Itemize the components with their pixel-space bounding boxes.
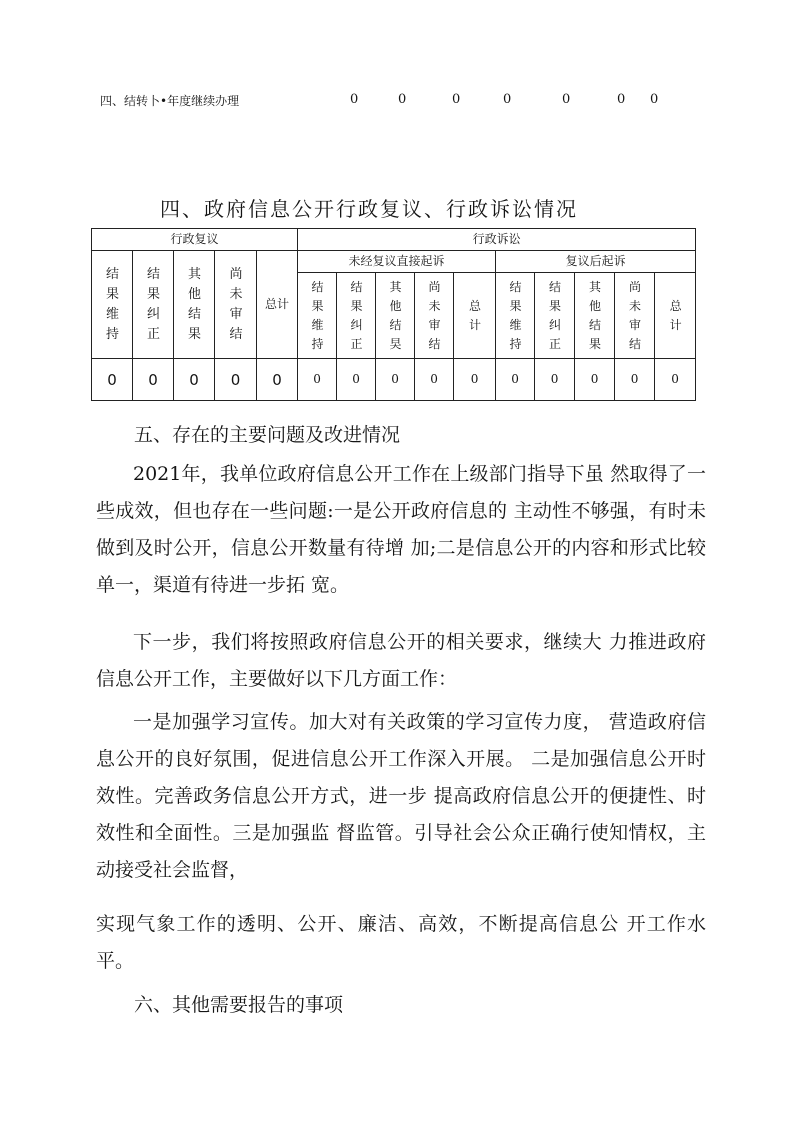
col-header: 结果纠正 [133,251,174,359]
table-cell: 0 [133,359,174,401]
section5-paragraph-1: 2021年，我单位政府信息公开工作在上级部门指导下虽 然取得了一些成效，但也存在一些问题:一是公开政府信息的 主动性不够强，有时未做到及时公开，信息公开数量有待增 加;二是信息公开的内容和形式比较单一，渠道有待进一步拓 宽。 [96,463,706,596]
col-header: 尚未审结 [615,273,655,359]
carry-over-value: 0 [562,92,571,107]
section5-paragraph-4: 实现气象工作的透明、公开、廉洁、高效，不断提高信息公 开工作水平。 [96,913,706,972]
col-header: 结果维持 [496,273,535,359]
col-header: 结果纠正 [337,273,376,359]
col-header-total: 总计 [257,251,298,359]
carry-over-value: 0 [617,92,626,107]
col-header: 结果维持 [298,273,337,359]
section5-paragraph-2: 下一步，我们将按照政府信息公开的相关要求，继续大 力推进政府信息公开工作，主要做好以下几方面工作： [96,631,706,690]
col-header: 其他结果 [575,273,615,359]
col-header: 结果维持 [92,251,133,359]
table-cell: 0 [298,359,337,401]
table-cell: 0 [92,359,133,401]
carry-over-value: 0 [350,92,359,107]
col-header: 尚未审结 [215,251,257,359]
review-litigation-table [91,228,696,401]
table-cell: 0 [376,359,415,401]
header-after-review-litigation: 复议后起诉 [496,251,696,273]
table-cell: 0 [496,359,535,401]
section5-heading: 五、存在的主要问题及改进情况 [134,424,401,446]
table-cell: 0 [415,359,454,401]
carry-over-label: 四、结转卜•年度继续办理 [100,94,240,108]
table-cell: 0 [174,359,215,401]
carry-over-value: 0 [503,92,512,107]
table-cell: 0 [257,359,298,401]
col-header: 其他结果 [174,251,215,359]
table-cell: 0 [215,359,257,401]
section5-paragraph-3: 一是加强学习宣传。加大对有关政策的学习宣传力度， 营造政府信息公开的良好氛围，促进信息公开工作深入开展。 二是加强信息公开时效性。完善政务信息公开方式，进一步 提高政府信息公开的便捷性、时效性和全面性。三是加强监 督监管。引导社会公众正确行使知情权，主动接受社会监督， [96,711,706,881]
carry-over-value: 0 [650,92,659,107]
header-administrative-litigation: 行政诉讼 [298,229,696,251]
section4-title: 四、政府信息公开行政复议、行政诉讼情况 [160,197,578,221]
col-header: 其他结旲 [376,273,415,359]
header-administrative-review: 行政复议 [92,229,298,251]
table-cell: 0 [337,359,376,401]
col-header: 尚未审结 [415,273,454,359]
table-cell: 0 [454,359,496,401]
carry-over-value: 0 [452,92,461,107]
table-cell: 0 [615,359,655,401]
table-cell: 0 [535,359,575,401]
table-cell: 0 [655,359,696,401]
table-cell: 0 [575,359,615,401]
col-header-total: 总计 [655,273,696,359]
section6-heading: 六、其他需要报告的事项 [134,994,344,1016]
col-header: 结果纠正 [535,273,575,359]
carry-over-value: 0 [398,92,407,107]
carry-over-row [100,92,700,112]
col-header-total: 总计 [454,273,496,359]
header-direct-litigation: 未经复议直接起诉 [298,251,496,273]
